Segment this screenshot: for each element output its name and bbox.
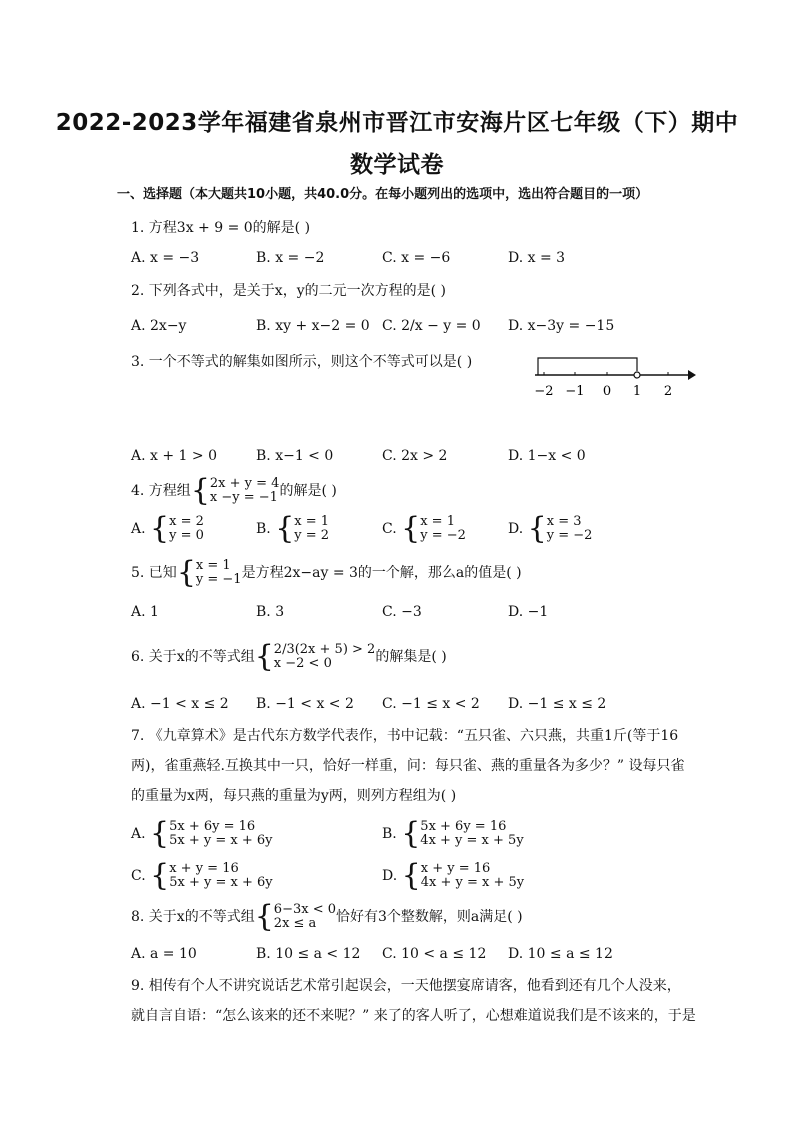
q4-option-b: B. {x = 1 y = 2: [256, 511, 330, 546]
q4-suffix: 的解是( ): [279, 483, 337, 499]
question-9-line2: 就自言自语：“怎么该来的还不来呢？” 来了的客人听了，心想难道说我们是不该来的，于是: [131, 1008, 696, 1024]
q8-option-a: A. a = 10: [131, 946, 197, 962]
question-3-stem: 3. 一个不等式的解集如图所示，则这个不等式可以是( ): [131, 354, 473, 370]
tick-label: −2: [534, 384, 554, 399]
q3-option-c: C. 2x > 2: [382, 448, 448, 464]
question-7-line2: 两)，雀重燕轻.互换其中一只，恰好一样重，问：每只雀、燕的重量各为多少？” 设每只雀: [131, 758, 685, 774]
q7-option-a: A. {5x + 6y = 16 5x + y = x + 6y: [131, 816, 273, 851]
q4-option-d: D. {x = 3 y = −2: [508, 511, 593, 546]
q7-option-c: C. {x + y = 16 5x + y = x + 6y: [131, 858, 273, 893]
question-6-stem: 6. 关于x的不等式组{2/3(2x + 5) > 2 x −2 < 0 的解集是( ): [131, 639, 447, 674]
exam-title-line1: 2022-2023学年福建省泉州市晋江市安海片区七年级（下）期中: [55, 110, 739, 136]
q1-option-d: D. x = 3: [508, 250, 566, 266]
question-5-stem: 5. 已知{x = 1 y = −1是方程2x−ay = 3的一个解，那么a的值是( ): [131, 555, 522, 590]
q2-option-d: D. x−3y = −15: [508, 318, 615, 334]
q4-prefix: 4. 方程组: [131, 483, 191, 499]
q1-option-c: C. x = −6: [382, 250, 451, 266]
question-8-stem: 8. 关于x的不等式组{6−3x < 0 2x ≤ a 恰好有3个整数解，则a满足( ): [131, 899, 523, 934]
q8-option-d: D. 10 ≤ a ≤ 12: [508, 946, 613, 962]
q2-option-b: B. xy + x−2 = 0: [256, 318, 370, 334]
q5-option-a: A. 1: [131, 604, 159, 620]
solution-set-bracket: [538, 358, 637, 375]
exam-title-line2: 数学试卷: [350, 152, 444, 178]
q2-option-c: C. 2/x − y = 0: [382, 318, 481, 334]
q8-option-b: B. 10 ≤ a < 12: [256, 946, 361, 962]
q4-option-c: C. {x = 1 y = −2: [382, 511, 466, 546]
number-line-figure: [530, 350, 700, 400]
q6-option-a: A. −1 < x ≤ 2: [131, 696, 229, 712]
q1-option-b: B. x = −2: [256, 250, 325, 266]
tick-label: −1: [565, 384, 585, 399]
q5-option-b: B. 3: [256, 604, 285, 620]
q7-option-b: B. {5x + 6y = 16 4x + y = x + 5y: [382, 816, 524, 851]
q2-option-a: A. 2x−y: [131, 318, 187, 334]
q3-option-a: A. x + 1 > 0: [131, 448, 217, 464]
q4-option-a: A. {x = 2 y = 0: [131, 511, 204, 546]
question-2-stem: 2. 下列各式中，是关于x，y的二元一次方程的是( ): [131, 283, 446, 299]
tick-label: 2: [663, 384, 673, 399]
section-heading: 一、选择题（本大题共10小题，共40.0分。在每小题列出的选项中，选出符合题目的一项）: [117, 187, 649, 202]
q6-option-c: C. −1 ≤ x < 2: [382, 696, 480, 712]
q3-option-b: B. x−1 < 0: [256, 448, 334, 464]
question-7-line3: 的重量为x两，每只燕的重量为y两，则列方程组为( ): [131, 788, 457, 804]
tick-label: 0: [602, 384, 612, 399]
q7-option-d: D. {x + y = 16 4x + y = x + 5y: [382, 858, 525, 893]
q8-option-c: C. 10 < a ≤ 12: [382, 946, 487, 962]
number-line-arrow: [688, 370, 696, 380]
open-endpoint-circle: [634, 372, 640, 378]
q6-option-d: D. −1 ≤ x ≤ 2: [508, 696, 607, 712]
question-1-stem: 1. 方程3x + 9 = 0的解是( ): [131, 220, 311, 236]
question-9-line1: 9. 相传有个人不讲究说话艺术常引起误会，一天他摆宴席请客，他看到还有几个人没来，: [131, 978, 681, 994]
question-7-line1: 7. 《九章算术》是古代东方数学代表作，书中记载：“五只雀、六只燕，共重1斤(等于16: [131, 728, 679, 744]
q5-option-c: C. −3: [382, 604, 422, 620]
q6-option-b: B. −1 < x < 2: [256, 696, 354, 712]
question-4-stem: [131, 473, 337, 508]
q1-option-a: A. x = −3: [131, 250, 200, 266]
q3-option-d: D. 1−x < 0: [508, 448, 586, 464]
q5-option-d: D. −1: [508, 604, 549, 620]
tick-label: 1: [632, 384, 642, 399]
q4-system: {2x + y = 4 x −y = −1: [190, 473, 280, 508]
